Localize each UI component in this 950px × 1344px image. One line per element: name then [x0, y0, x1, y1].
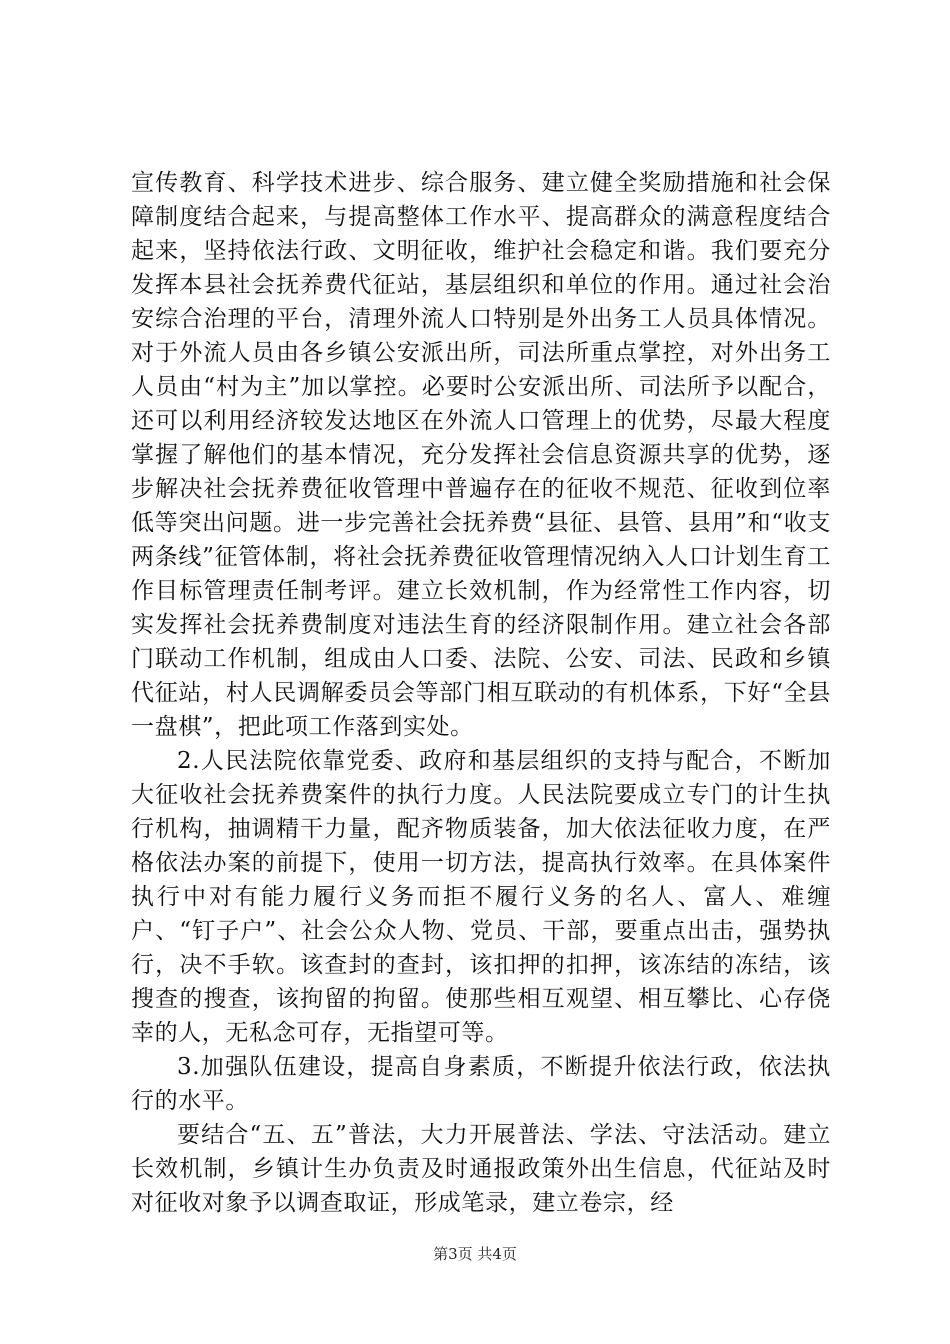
paragraph-4: 要结合“五、五”普法，大力开展普法、学法、守法活动。建立长效机制，乡镇计生办负责及时通报政策外出生信息，代征站及时对征收对象予以调查取证，形成笔录，建立卷宗，经: [131, 1122, 831, 1216]
paragraph-1: 宣传教育、科学技术进步、综合服务、建立健全奖励措施和社会保障制度结合起来，与提高整体工作水平、提高群众的满意程度结合起来，坚持依法行政、文明征收，维护社会稳定和谐。我们要充分发挥本县社会抚养费代征站，基层组织和单位的作用。通过社会治安综合治理的平台，清理外流人口特别是外出务工人员具体情况。对于外流人员由各乡镇公安派出所，司法所重点掌控，对外出务工人员由“村为主”加以掌控。必要时公安派出所、司法所予以配合，还可以利用经济较发达地区在外流人口管理上的优势，尽最大程度掌握了解他们的基本情况，充分发挥社会信息资源共享的优势，逐步解决社会抚养费征收管理中普遍存在的征收不规范、征收到位率低等突出问题。进一步完善社会抚养费“县征、县管、县用”和“收支两条线”征管体制，将社会抚养费征收管理情况纳入人口计划生育工作目标管理责任制考评。建立长效机制，作为经常性工作内容，切实发挥社会抚养费制度对违法生育的经济限制作用。建立社会各部门联动工作机制，组成由人口委、法院、公安、司法、民政和乡镇代征站，村人民调解委员会等部门相互联动的有机体系，下好“全县一盘棋”，把此项工作落到实处。: [131, 170, 831, 740]
paragraph-2: 2.人民法院依靠党委、政府和基层组织的支持与配合，不断加大征收社会抚养费案件的执行力度。人民法院要成立专门的计生执行机构，抽调精干力量，配齐物质装备，加大依法征收力度，在严格依法办案的前提下，使用一切方法，提高执行效率。在具体案件执行中对有能力履行义务而拒不履行义务的名人、富人、难缠户、“钉子户”、社会公众人物、党员、干部，要重点出击，强势执行，决不手软。该查封的查封，该扣押的扣押，该冻结的冻结，该搜查的搜查，该拘留的拘留。使那些相互观望、相互攀比、心存侥幸的人，无私念可存，无指望可等。: [131, 748, 831, 1046]
document-body: [131, 166, 831, 1220]
paragraph-3: 3.加强队伍建设，提高自身素质，不断提升依法行政，依法执行的水平。: [131, 1054, 831, 1114]
page-number-footer: 第3页 共4页: [433, 1245, 517, 1263]
